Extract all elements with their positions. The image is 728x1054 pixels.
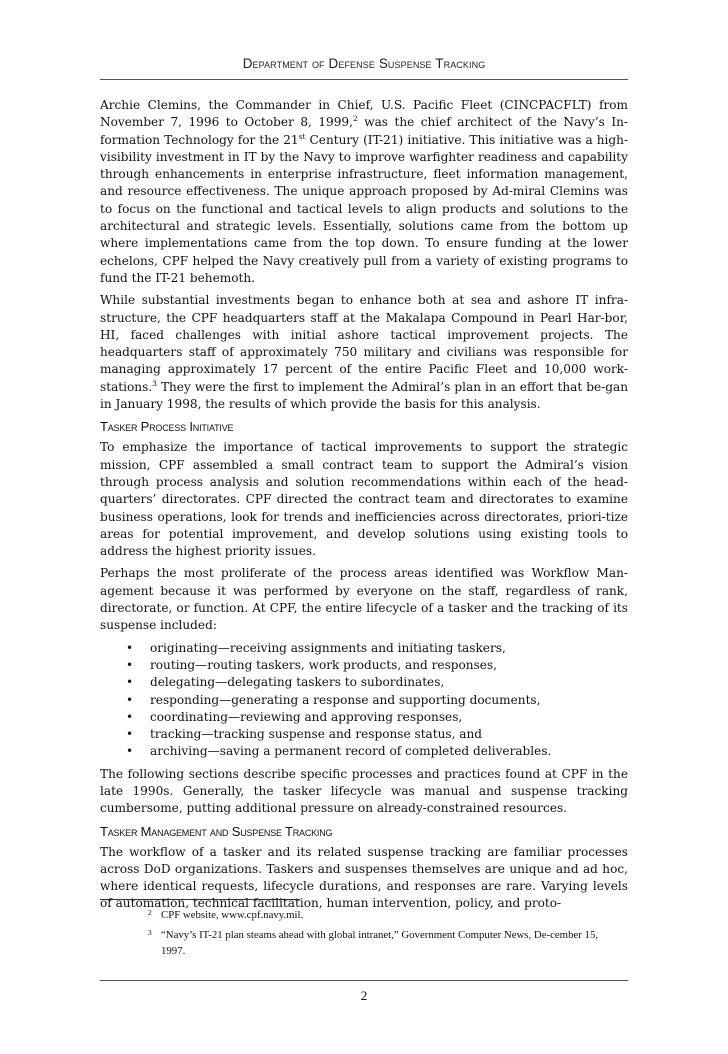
- bullet-icon: •: [126, 709, 134, 724]
- footnote-ref-3: 3: [152, 378, 157, 388]
- running-header-title: Department of Defense Suspense Tracking: [242, 56, 486, 71]
- list-item: [100, 674, 628, 691]
- list-item-text: originating—receiving assignments and initiating taskers,: [150, 640, 506, 655]
- bullet-icon: •: [126, 657, 134, 672]
- footnote-text: “Navy’s IT-21 plan steams ahead with global intranet,” Government Computer News, De-cember 15, 1997.: [161, 929, 599, 957]
- list-item-text: delegating—delegating taskers to subordinates,: [150, 675, 445, 690]
- bullet-icon: •: [126, 692, 134, 707]
- footnote-ref-2: 2: [352, 114, 358, 124]
- list-item: [100, 709, 628, 726]
- paragraph-6: The workflow of a tasker and its related suspense tracking are familiar processes across DoD organizations. Taskers and suspenses themselves are unique and ad hoc, where identical requests, lifecycle durations, and responses are rare. Varying levels of automation, technical facilitation, human intervention, policy, and proto-: [100, 844, 628, 911]
- bullet-icon: •: [126, 744, 134, 759]
- footnote-2: [148, 907, 618, 923]
- paragraph-1: [100, 97, 628, 287]
- paragraph-2-text-b: They were the first to implement the Admiral’s plan in an effort that be-gan in January 1998, the results of which provide the basis for this analysis.: [100, 379, 628, 412]
- list-item: [100, 692, 628, 709]
- list-item: [100, 726, 628, 743]
- section-heading-tasker-management: [100, 824, 628, 840]
- section-heading-tasker-process-initiative: [100, 419, 628, 435]
- footnote-number: 3: [148, 928, 152, 937]
- footnote-number: 2: [148, 908, 152, 917]
- list-item: [100, 657, 628, 674]
- list-item-text: routing—routing taskers, work products, and responses,: [150, 657, 497, 672]
- footnote-3: [148, 927, 618, 959]
- bullet-icon: •: [126, 727, 134, 742]
- footer-rule: [100, 980, 628, 981]
- page-number: 2: [360, 988, 368, 1003]
- footnote-rule: [100, 899, 300, 900]
- bullet-icon: •: [126, 640, 134, 655]
- footnotes: [148, 907, 618, 963]
- paragraph-4: Perhaps the most proliferate of the process areas identified was Workflow Man-agement because it was performed by everyone on the staff, regardless of rank, directorate, or function. At CPF, the entire lifecycle of a tasker and the tracking of its suspense included:: [100, 566, 628, 633]
- list-item: [100, 640, 628, 657]
- section-heading-text: Tasker Management and Suspense Tracking: [100, 823, 333, 839]
- paragraph-3: To emphasize the importance of tactical improvements to support the strategic mission, CPF assembled a small contract team to support the Admiral’s vision through process analysis and solution recommendations within each of the head-quarters’ directorates. CPF directed the contract team and directorates to examine business operations, look for trends and inefficiencies across directorates, priori-tize areas for potential improvement, and develop solutions using existing tools to address the highest priority issues.: [100, 440, 628, 559]
- ordinal-suffix: st: [298, 131, 306, 141]
- footnote-text: CPF website, www.cpf.navy.mil.: [161, 909, 304, 921]
- list-item-text: archiving—saving a permanent record of completed deliverables.: [150, 744, 552, 759]
- running-header: [100, 56, 628, 71]
- paragraph-5: The following sections describe specific processes and practices found at CPF in the late 1990s. Generally, the tasker lifecycle was manual and suspense tracking cumbersome, putting additional pressure on already-constrained resources.: [100, 766, 628, 816]
- list-item-text: coordinating—reviewing and approving responses,: [150, 709, 463, 724]
- paragraph-1-text-b: was the chief architect of the Navy’s In-formation Technology for the 21: [100, 115, 628, 147]
- body-text: [100, 97, 628, 918]
- paragraph-2-text-a: While substantial investments began to enhance both at sea and ashore IT infra-structure, the CPF headquarters staff at the Makalapa Compound in Pearl Har-bor, HI, faced challenges with initial ashore tactical improvement projects. The headquarters staff of approximately 750 military and civilians was responsible for managing approximately 17 percent of the entire Pacific Fleet and 10,000 work-stations.: [100, 293, 628, 394]
- list-item: [100, 743, 628, 760]
- lifecycle-bullet-list: [100, 640, 628, 761]
- bullet-icon: •: [126, 675, 134, 690]
- section-heading-text: Tasker Process Initiative: [100, 419, 234, 435]
- paragraph-2: [100, 292, 628, 413]
- paragraph-1-text-a: Archie Clemins, the Commander in Chief, U.S. Pacific Fleet (CINCPACFLT) from November 7, 1996 to October 8, 1999,: [100, 98, 628, 130]
- paragraph-1-text-c: Century (IT-21) initiative. This initiative was a high-visibility investment in IT by the Navy to improve warfighter readiness and capability through enhancements in enterprise infrastructure, fleet information management, and resource effectiveness. The unique approach proposed by Ad-miral Clemins was to focus on the functional and tactical levels to align products and solutions to the architectural and strategic levels. Essentially, solutions came from the bottom up where implementations came from the top down. To ensure funding at the lower echelons, CPF helped the Navy creatively pull from a variety of existing programs to fund the IT-21 behemoth.: [100, 132, 629, 285]
- list-item-text: tracking—tracking suspense and response status, and: [150, 727, 483, 742]
- header-rule: [100, 79, 628, 80]
- list-item-text: responding—generating a response and supporting documents,: [150, 692, 541, 707]
